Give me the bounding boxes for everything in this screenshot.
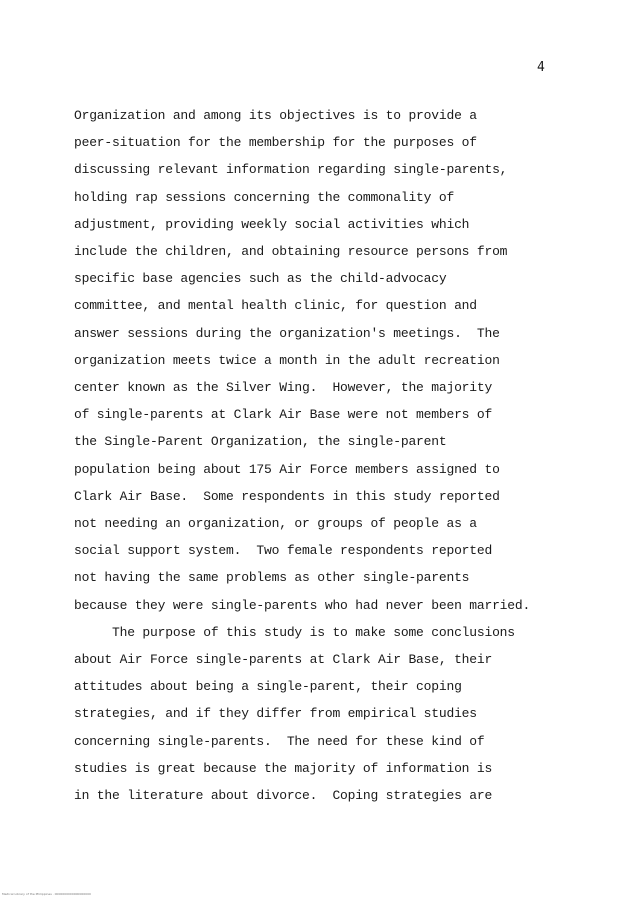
text-line: committee, and mental health clinic, for question and <box>74 298 477 314</box>
text-line: organization meets twice a month in the adult recreation <box>74 352 500 368</box>
text-line: Clark Air Base. Some respondents in this study reported <box>74 488 500 504</box>
text-line: adjustment, providing weekly social activities which <box>74 216 470 232</box>
text-line: not needing an organization, or groups of people as a <box>74 516 477 531</box>
text-line: concerning single-parents. The need for these kind of <box>74 733 485 749</box>
text-line: the Single-Parent Organization, the single-parent <box>74 434 447 450</box>
text-line: about Air Force single-parents at Clark Air Base, their <box>74 652 493 667</box>
text-line: include the children, and obtaining resource persons from <box>74 244 508 259</box>
text-line: holding rap sessions concerning the commonality of <box>74 189 455 205</box>
text-line: specific base agencies such as the child-advocacy <box>74 271 447 287</box>
text-line: discussing relevant information regarding single-parents, <box>74 162 508 178</box>
text-line: answer sessions during the organization's meetings. The <box>74 325 500 341</box>
text-line: attitudes about being a single-parent, their coping <box>74 679 462 695</box>
text-line: in the literature about divorce. Coping strategies are <box>74 788 493 803</box>
text-line: not having the same problems as other single-parents <box>74 570 470 586</box>
text-line: strategies, and if they differ from empirical studies <box>74 706 477 722</box>
text-line: because they were single-parents who had never been married. <box>74 597 531 613</box>
text-line: Organization and among its objectives is to provide a <box>74 108 477 123</box>
text-line: studies is great because the majority of information is <box>74 760 493 776</box>
text-line: population being about 175 Air Force members assigned to <box>74 461 500 477</box>
page-number: 4 <box>537 60 545 75</box>
text-line: of single-parents at Clark Air Base were not members of <box>74 407 493 423</box>
text-line: center known as the Silver Wing. However, the majority <box>74 380 493 395</box>
text-line: peer-situation for the membership for the purposes of <box>74 135 477 151</box>
footer-text: Medical Library of the Philippines · 0000000000000000000 <box>2 892 91 896</box>
text-line: The purpose of this study is to make some conclusions <box>74 624 515 640</box>
text-line: social support system. Two female respondents reported <box>74 543 493 559</box>
